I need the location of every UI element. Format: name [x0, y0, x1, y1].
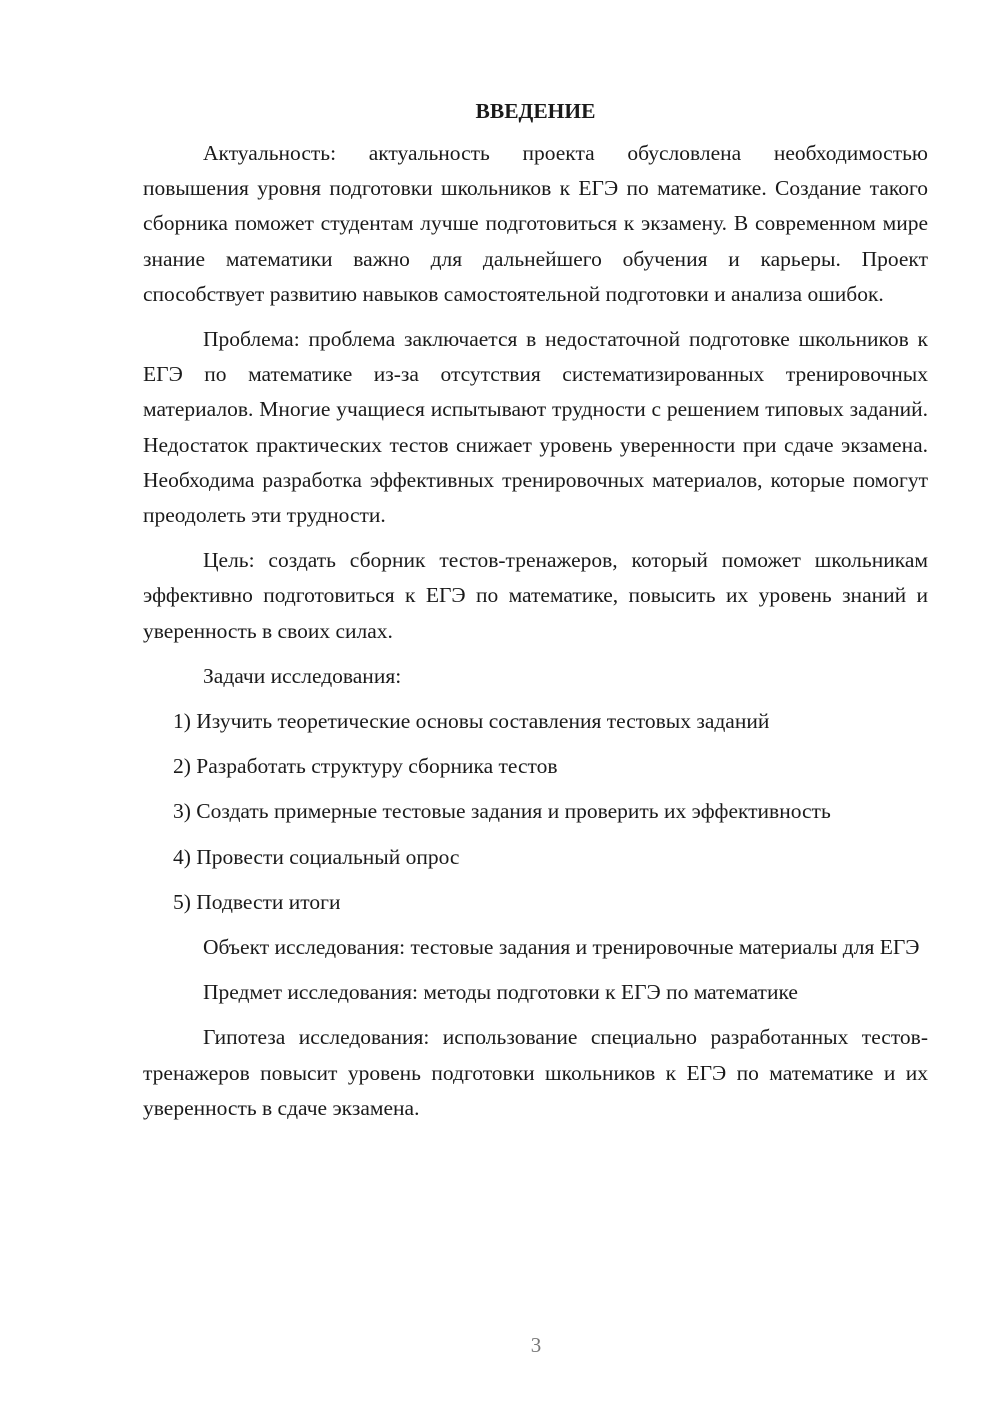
subject-paragraph: Предмет исследования: методы подготовки к ЕГЭ по математике: [203, 980, 798, 1005]
relevance-paragraph: Актуальность: актуальность проекта обусловлена необходимостью повышения уровня подготовки школьников к ЕГЭ по математике. Создание такого сборника поможет студентам лучше подготовиться к экзамену. В современном мире знание математики важно для дальнейшего обучения и карьеры. Проект способствует развитию навыков самостоятельной подготовки и анализа ошибок.: [143, 141, 928, 306]
task-item-4: 4) Провести социальный опрос: [173, 844, 460, 869]
section-title: ВВЕДЕНИЕ: [475, 99, 596, 123]
goal-paragraph: Цель: создать сборник тестов-тренажеров, который поможет школьникам эффективно подготовиться к ЕГЭ по математике, повысить их уровень знаний и уверенность в своих силах.: [143, 548, 928, 643]
tasks-heading: Задачи исследования:: [203, 663, 402, 688]
task-item-5: 5) Подвести итоги: [173, 889, 341, 914]
problem-paragraph: Проблема: проблема заключается в недостаточной подготовке школьников к ЕГЭ по математике из-за отсутствия систематизированных тренировочных материалов. Многие учащиеся испытывают трудности с решением типовых заданий. Недостаток практических тестов снижает уровень уверенности при сдаче экзамена. Необходима разработка эффективных тренировочных материалов, которые помогут преодолеть эти трудности.: [143, 327, 928, 528]
page-content: [143, 96, 928, 1136]
object-paragraph: Объект исследования: тестовые задания и тренировочные материалы для ЕГЭ: [203, 935, 920, 960]
task-item-1: 1) Изучить теоретические основы составления тестовых заданий: [173, 709, 770, 734]
hypothesis-paragraph: Гипотеза исследования: использование специально разработанных тестов-тренажеров повысит уровень подготовки школьников к ЕГЭ по математике и их уверенность в сдаче экзамена.: [143, 1025, 928, 1120]
task-item-3: 3) Создать примерные тестовые задания и проверить их эффективность: [173, 799, 831, 824]
task-item-2: 2) Разработать структуру сборника тестов: [173, 754, 558, 779]
page-number: 3: [530, 1333, 542, 1357]
